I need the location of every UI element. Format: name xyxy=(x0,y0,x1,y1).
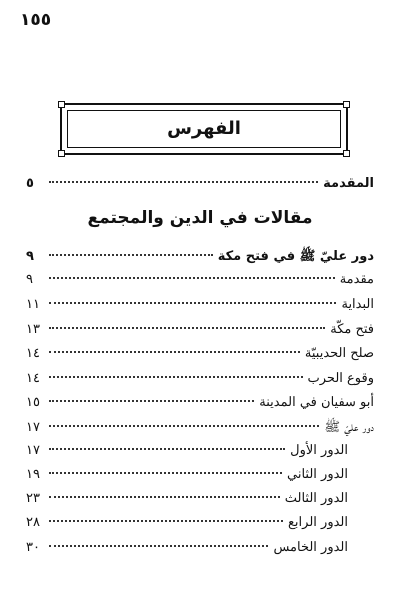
toc-leader-dots xyxy=(49,520,283,522)
toc-row[interactable] xyxy=(26,491,348,513)
toc-row[interactable] xyxy=(26,467,348,489)
toc-entry-label: دور عليّ ﷺ xyxy=(324,420,374,435)
toc-row[interactable] xyxy=(26,395,374,417)
toc-leader-dots xyxy=(49,327,325,329)
frame-corner-ornament xyxy=(58,101,65,108)
page-number: ١٥٥ xyxy=(20,10,52,30)
toc-row[interactable] xyxy=(26,419,374,441)
page-title: الفهرس xyxy=(167,118,241,139)
toc-leader-dots xyxy=(49,254,213,256)
toc-entry-page: ١٧ xyxy=(26,443,40,458)
toc-entry-label: الدور الأول xyxy=(290,443,348,458)
toc-leader-dots xyxy=(49,181,318,183)
toc-entry-page: ١١ xyxy=(26,297,40,312)
toc-entry-label: دور عليّ ﷺ في فتح مكة xyxy=(217,249,374,264)
toc-entry-page: ١٤ xyxy=(26,371,40,386)
toc-leader-dots xyxy=(49,496,280,498)
toc-entry-page: ١٧ xyxy=(26,420,40,435)
toc-entry-page: ٣٠ xyxy=(26,540,40,555)
toc-entry-label: الدور الرابع xyxy=(288,515,348,530)
toc-entry-label: مقدمة xyxy=(339,272,374,287)
toc-entry-label: الدور الخامس xyxy=(273,540,348,555)
toc-row[interactable] xyxy=(26,322,374,344)
toc-row[interactable] xyxy=(26,443,348,465)
toc-entry-page: ١٤ xyxy=(26,346,40,361)
toc-leader-dots xyxy=(49,448,285,450)
toc-leader-dots xyxy=(49,351,300,353)
section-heading: مقالات في الدين والمجتمع xyxy=(87,208,313,228)
frame-corner-ornament xyxy=(58,150,65,157)
toc-leader-dots xyxy=(49,376,303,378)
title-frame xyxy=(60,103,348,155)
toc-entry-page: ٢٨ xyxy=(26,515,40,530)
toc-leader-dots xyxy=(49,472,282,474)
toc-entry-page: ١٣ xyxy=(26,322,40,337)
toc-row[interactable] xyxy=(26,272,374,294)
toc-entry-label: الدور الثالث xyxy=(284,491,348,506)
toc-entry-page: ٥ xyxy=(26,176,34,191)
toc-intro-row[interactable] xyxy=(26,176,374,198)
toc-entry-page: ٢٣ xyxy=(26,491,40,506)
toc-leader-dots xyxy=(49,302,336,304)
toc-row[interactable] xyxy=(26,346,374,368)
frame-corner-ornament xyxy=(343,150,350,157)
toc-leader-dots xyxy=(49,277,335,279)
toc-leader-dots xyxy=(49,545,268,547)
toc-row[interactable] xyxy=(26,540,348,562)
toc-leader-dots xyxy=(49,400,254,402)
toc-entry-page: ٩ xyxy=(26,249,34,264)
toc-entry-label: الدور الثاني xyxy=(287,467,348,482)
toc-entry-label: المقدمة xyxy=(323,176,374,191)
toc-row[interactable] xyxy=(26,515,348,537)
toc-entry-label: فتح مكّة xyxy=(330,322,374,337)
toc-entry-page: ٩ xyxy=(26,272,33,287)
toc-entry-page: ١٥ xyxy=(26,395,40,410)
toc-entry-page: ١٩ xyxy=(26,467,40,482)
toc-row[interactable] xyxy=(26,297,374,319)
frame-corner-ornament xyxy=(343,101,350,108)
toc-leader-dots xyxy=(49,425,319,427)
toc-entry-label: البداية xyxy=(341,297,374,312)
toc-entry-label: أبو سفيان في المدينة xyxy=(259,395,374,410)
toc-entry-label: صلح الحديبيّة xyxy=(304,346,374,361)
toc-row[interactable] xyxy=(26,371,374,393)
toc-row[interactable] xyxy=(26,248,374,270)
toc-entry-label: وقوع الحرب xyxy=(307,371,374,386)
